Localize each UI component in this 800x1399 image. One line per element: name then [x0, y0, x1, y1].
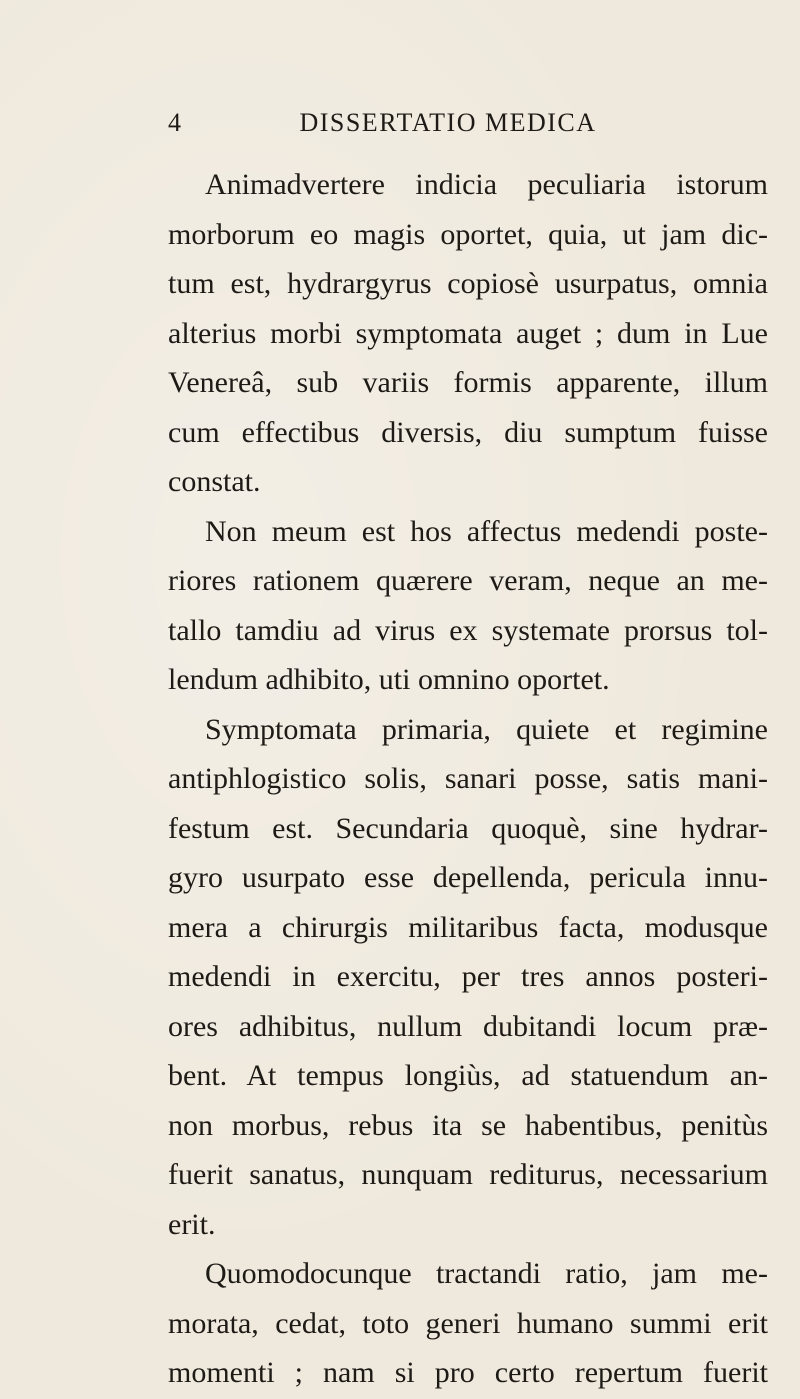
running-head: DISSERTATIO MEDICA: [299, 108, 597, 137]
text-line: non morbus, rebus ita se habentibus, penitùs: [168, 1108, 768, 1142]
text-line: fuerit sanatus, nunquam rediturus, necessarium: [168, 1158, 768, 1191]
text-line: bent. At tempus longiùs, ad statuendum an-: [168, 1059, 768, 1092]
text-line: morborum eo magis oportet, quia, ut jam dic-: [168, 217, 768, 251]
text-line: lendum adhibito, uti omnino oportet.: [168, 663, 610, 696]
text-line: momenti ; nam si pro certo repertum fuerit: [168, 1356, 768, 1389]
text-line: cum effectibus diversis, diu sumptum fuisse: [168, 415, 768, 449]
text-line: gyro usurpato esse depellenda, pericula innu-: [168, 861, 768, 894]
text-line: antiphlogistico solis, sanari posse, satis mani-: [168, 762, 768, 795]
text-line: Venereâ, sub variis formis apparente, illum: [168, 366, 768, 399]
text-line: alterius morbi symptomata auget ; dum in Lue: [168, 316, 768, 350]
text-line: Non meum est hos affectus medendi poste-: [205, 514, 768, 548]
text-line: Animadvertere indicia peculiaria istorum: [205, 168, 768, 201]
text-line: festum est. Secundaria quoquè, sine hydrar-: [168, 811, 768, 845]
text-line: tum est, hydrargyrus copiosè usurpatus, omnia: [168, 267, 768, 300]
text-line: ores adhibitus, nullum dubitandi locum præ-: [168, 1009, 768, 1043]
text-line: medendi in exercitu, per tres annos posteri-: [168, 960, 768, 993]
text-line: mera a chirurgis militaribus facta, modusque: [168, 910, 768, 944]
page-header: [168, 108, 728, 148]
text-line: riores rationem quærere veram, neque an me-: [168, 564, 768, 597]
text-line: erit.: [168, 1207, 216, 1241]
text-line: constat.: [168, 465, 261, 498]
text-line: tallo tamdiu ad virus ex systemate prorsus tol-: [168, 613, 768, 647]
text-line: Quomodocunque tractandi ratio, jam me-: [205, 1257, 768, 1290]
text-line: morata, cedat, toto generi humano summi erit: [168, 1306, 768, 1340]
body-text: [168, 160, 768, 1398]
text-line: Symptomata primaria, quiete et regimine: [205, 712, 768, 746]
page-number: 4: [168, 108, 181, 137]
